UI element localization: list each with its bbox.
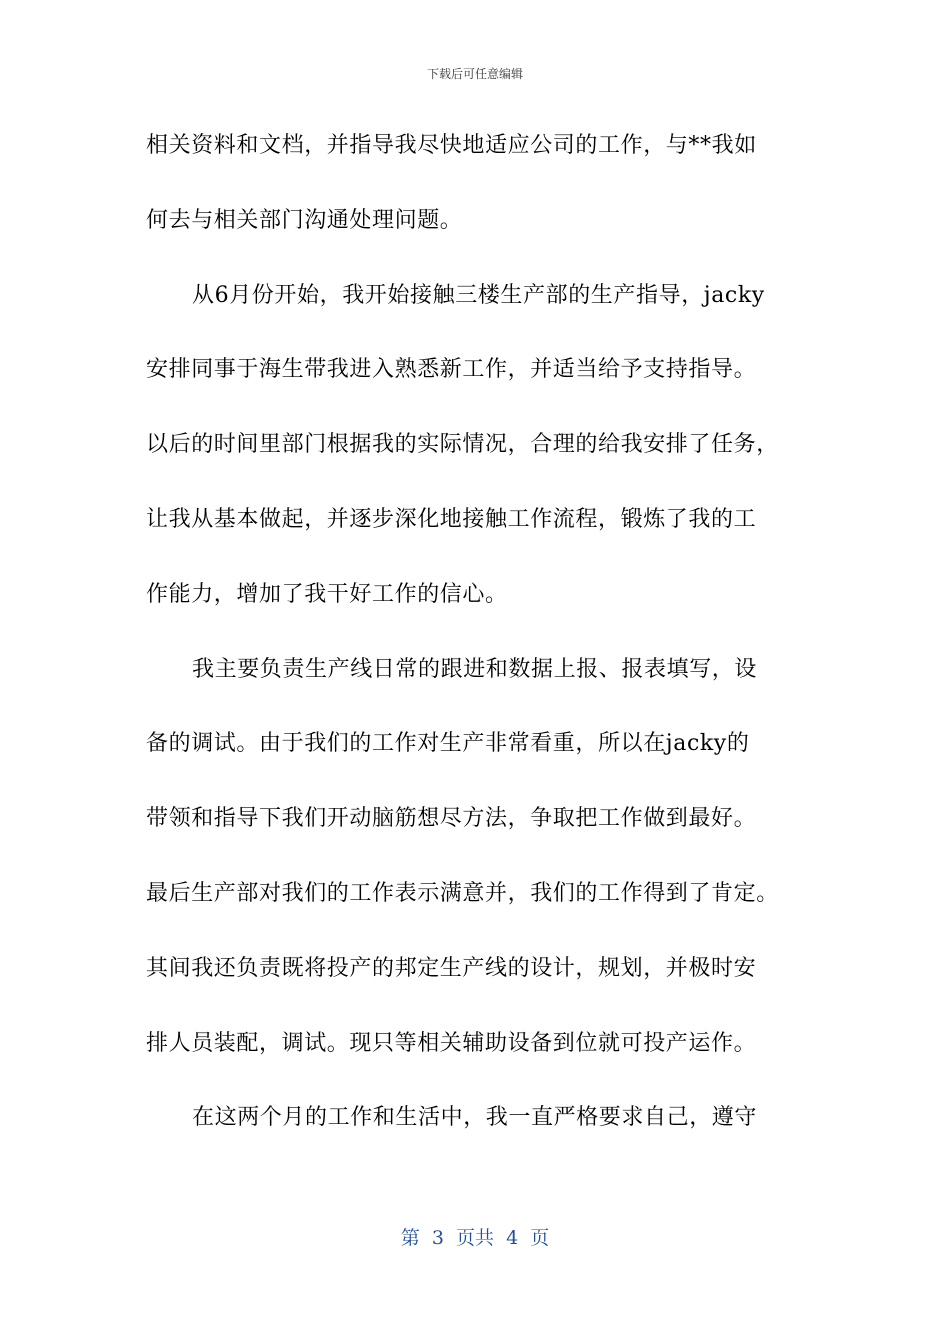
body-line: 让我从基本做起，并逐步深化地接触工作流程，锻炼了我的工 [146, 506, 757, 532]
body-line: 排人员装配，调试。现只等相关辅助设备到位就可投产运作。 [146, 1030, 757, 1056]
body-line: 安排同事于海生带我进入熟悉新工作，并适当给予支持指导。 [146, 357, 757, 383]
body-line: 其间我还负责既将投产的邦定生产线的设计，规划，并极时安 [146, 955, 757, 981]
page-number-footer: 第 3 页共 4 页 [400, 1227, 550, 1249]
body-line-paragraph-start: 在这两个月的工作和生活中，我一直严格要求自己，遵守 [192, 1105, 758, 1131]
body-line: 以后的时间里部门根据我的实际情况，合理的给我安排了任务， [146, 432, 779, 458]
page-header: 下载后可任意编辑 [426, 67, 523, 81]
body-line: 相关资料和文档，并指导我尽快地适应公司的工作，与**我如 [146, 133, 757, 158]
body-line: 作能力，增加了我干好工作的信心。 [146, 581, 508, 607]
document-body [146, 124, 811, 1171]
body-line: 最后生产部对我们的工作表示满意并，我们的工作得到了肯定。 [146, 880, 779, 906]
body-line: 带领和指导下我们开动脑筋想尽方法，争取把工作做到最好。 [146, 806, 757, 832]
body-line: 何去与相关部门沟通处理问题。 [146, 207, 463, 233]
body-line-paragraph-start: 从6月份开始，我开始接触三楼生产部的生产指导，jacky [192, 282, 765, 308]
body-line: 备的调试。由于我们的工作对生产非常看重，所以在jacky的 [146, 731, 750, 757]
body-line-paragraph-start: 我主要负责生产线日常的跟进和数据上报、报表填写，设 [192, 656, 758, 682]
